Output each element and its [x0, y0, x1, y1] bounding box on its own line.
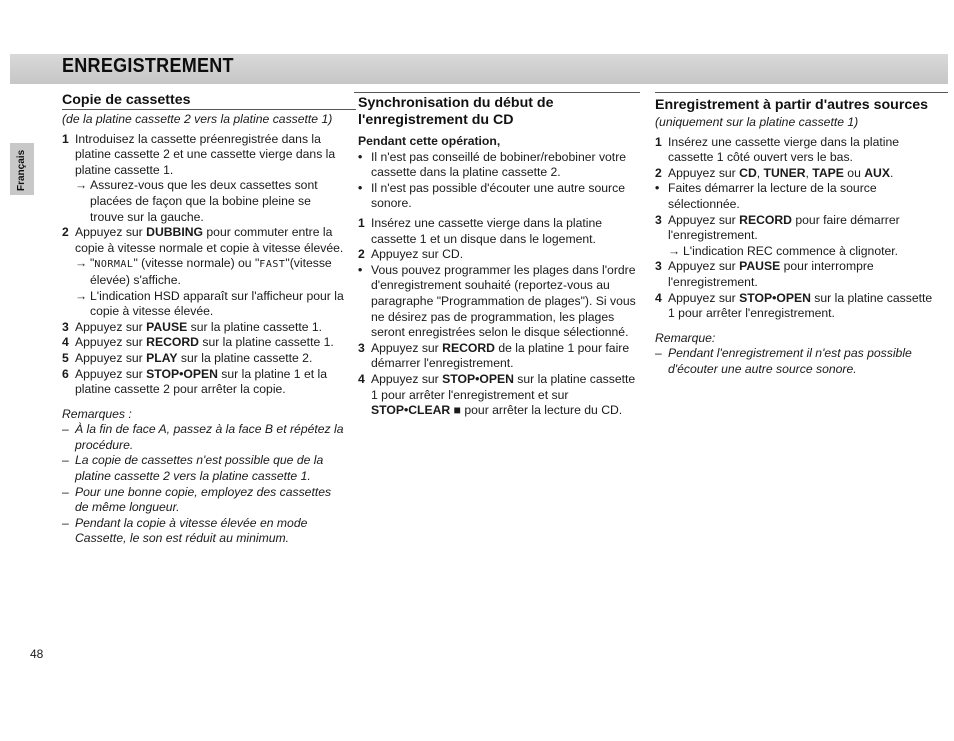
button-name-pause: PAUSE — [739, 259, 781, 274]
bullet-text: Il n'est pas conseillé de bobiner/rebobiner votre cassette dans la platine cassette 2. — [371, 149, 627, 180]
step-text: Appuyez sur — [371, 340, 443, 355]
remark — [62, 485, 344, 516]
dash-icon: – — [655, 346, 662, 361]
arrow-icon: → — [75, 178, 88, 193]
button-name-stop-open: STOP•OPEN — [146, 366, 218, 381]
step-number: 4 — [655, 290, 662, 305]
step-text: Appuyez sur — [75, 335, 147, 350]
button-name-tape: TAPE — [812, 165, 844, 180]
section-title-copie: Copie de cassettes — [62, 92, 191, 108]
step-number: 3 — [358, 340, 365, 355]
step-text: Insérez une cassette vierge dans la platine cassette 1 et un disque dans le logement. — [371, 215, 603, 246]
step-4 — [62, 335, 344, 351]
step-result — [62, 289, 344, 320]
step-text: Appuyez sur — [668, 290, 740, 305]
step-result — [655, 244, 940, 260]
bullet-item — [358, 150, 640, 181]
dash-icon: – — [62, 484, 69, 499]
step-number: 3 — [655, 259, 662, 274]
step-number: 2 — [62, 225, 69, 240]
step-text: , — [756, 165, 764, 180]
button-name-stop-open: STOP•OPEN — [442, 371, 514, 386]
step-number: 1 — [358, 215, 365, 230]
remark — [62, 516, 344, 547]
step-number: 2 — [655, 165, 662, 180]
step-number: 2 — [358, 247, 365, 262]
step-text: Appuyez sur — [668, 165, 740, 180]
step-number: 6 — [62, 366, 69, 381]
dash-icon: – — [62, 515, 69, 530]
step-number: 4 — [62, 335, 69, 350]
step-text: sur la platine cassette 1 pour arrêter l'enregistrement et sur — [371, 371, 636, 402]
step-text: Appuyez sur — [75, 350, 147, 365]
remark — [655, 346, 940, 377]
remarks-title: Remarques : — [62, 406, 132, 421]
step-text: sur la platine 1 et la platine cassette 2 pour arrêter la copie. — [75, 366, 327, 397]
button-name-stop-open: STOP•OPEN — [739, 290, 811, 305]
section-rule — [354, 92, 640, 93]
step-5 — [655, 291, 940, 322]
bullet-item — [358, 263, 640, 341]
step-1 — [358, 216, 640, 247]
arrow-icon: → — [668, 243, 681, 258]
remark — [62, 453, 344, 484]
button-name-aux: AUX — [864, 165, 890, 180]
step-text: Introduisez la cassette préenregistrée dans la platine cassette 2 et une cassette vierge dans la platine cassette 1. — [75, 131, 336, 177]
page-title: ENREGISTREMENT — [62, 55, 234, 77]
bullet-icon: • — [358, 149, 363, 164]
step-number: 1 — [62, 131, 69, 146]
step-text: pour arrêter la lecture du CD. — [460, 403, 623, 418]
bullet-text: Il n'est pas possible d'écouter une autre source sonore. — [371, 180, 625, 211]
step-number: 3 — [62, 319, 69, 334]
button-name-record: RECORD — [146, 335, 199, 350]
step-result-text: " (vitesse normale) ou " — [133, 256, 260, 271]
arrow-icon: → — [75, 288, 88, 303]
step-text: . — [889, 165, 894, 180]
step-text: de la platine 1 pour faire démarrer l'enregistrement. — [371, 340, 630, 371]
step-5 — [62, 351, 344, 367]
section-subtitle: (uniquement sur la platine cassette 1) — [655, 115, 859, 129]
button-name-stop-clear: STOP•CLEAR ■ — [371, 403, 461, 418]
section-rule — [62, 109, 356, 110]
button-name-pause: PAUSE — [146, 319, 188, 334]
step-result-text: "(vitesse élevée) s'affiche. — [90, 256, 332, 287]
button-name-play: PLAY — [146, 350, 178, 365]
step-text: ou — [843, 165, 865, 180]
arrow-icon: → — [75, 256, 88, 271]
display-text-normal: NORMAL — [94, 259, 134, 271]
remark-text: Pendant la copie à vitesse élevée en mode Cassette, le son est réduit au minimum. — [75, 515, 308, 546]
step-2 — [62, 225, 344, 256]
page-number: 48 — [30, 647, 44, 661]
remark — [62, 422, 344, 453]
step-text: pour interrompre l'enregistrement. — [668, 259, 874, 289]
step-3 — [62, 320, 344, 336]
button-name-cd: CD — [739, 165, 757, 180]
button-name-record: RECORD — [739, 212, 792, 227]
section-rule — [655, 92, 948, 93]
step-1 — [62, 132, 344, 179]
step-text: Insérez une cassette vierge dans la platine cassette 1 côté ouvert vers le bas. — [668, 134, 900, 165]
step-text: , — [805, 165, 813, 180]
step-3 — [655, 213, 940, 244]
step-text: sur la platine cassette 1. — [187, 319, 323, 334]
step-text: pour faire démarrer l'enregistrement. — [668, 212, 900, 243]
step-text: pour commuter entre la copie à vitesse normale et copie à vitesse élevée. — [75, 225, 344, 255]
remark-text: La copie de cassettes n'est possible que de la platine cassette 2 vers la platine cassette 1. — [75, 453, 324, 484]
operation-lead: Pendant cette opération, — [358, 134, 501, 148]
step-1 — [655, 135, 940, 166]
bullet-item — [358, 181, 640, 212]
bullet-icon: • — [358, 262, 363, 277]
display-text-fast: FAST — [259, 259, 286, 271]
language-tab — [10, 143, 34, 195]
step-text: sur la platine cassette 1. — [198, 335, 334, 350]
step-number: 3 — [655, 212, 662, 227]
step-result — [62, 256, 344, 288]
step-4 — [358, 372, 640, 419]
remarks-title: Remarque: — [655, 330, 716, 345]
bullet-text: Vous pouvez programmer les plages dans l'ordre d'enregistrement souhaité (reportez-vous au paragraphe "Programmation de plages"). Si vous ne désirez pas de programmation, les plages seront enregistrées selon le disque sélectionné. — [371, 262, 636, 340]
section-title-synchronisation: Synchronisation du début de l'enregistrement du CD — [358, 95, 554, 128]
section-subtitle: (de la platine cassette 2 vers la platine cassette 1) — [62, 112, 333, 126]
step-4 — [655, 259, 940, 290]
section-title-autres-sources: Enregistrement à partir d'autres sources — [655, 97, 929, 113]
step-text: sur la platine cassette 2. — [177, 350, 313, 365]
step-result-text: Assurez-vous que les deux cassettes sont placées de façon que la bobine pleine se trouve sur la gauche. — [90, 178, 318, 224]
button-name-dubbing: DUBBING — [146, 225, 204, 240]
step-number: 5 — [62, 350, 69, 365]
column-copie-de-cassettes — [62, 92, 344, 547]
step-text: Appuyez sur — [75, 319, 147, 334]
dash-icon: – — [62, 422, 69, 437]
bullet-icon: • — [358, 180, 363, 195]
step-2 — [655, 166, 940, 182]
bullet-item — [655, 181, 940, 212]
step-text: Appuyez sur — [668, 212, 740, 227]
column-synchronisation — [358, 92, 640, 419]
step-3 — [358, 341, 640, 372]
remark-text: À la fin de face A, passez à la face B et répétez la procédure. — [75, 422, 344, 452]
quote-mark: " — [90, 256, 95, 271]
remark-text: Pour une bonne copie, employez des cassettes de même longueur. — [75, 484, 332, 515]
step-6 — [62, 367, 344, 398]
step-result-text: L'indication REC commence à clignoter. — [683, 243, 899, 258]
dash-icon: – — [62, 453, 69, 468]
step-number: 1 — [655, 134, 662, 149]
step-text: sur la platine cassette 1 pour arrêter l'enregistrement. — [668, 290, 933, 321]
language-tab-label: Français — [16, 149, 27, 191]
step-number: 4 — [358, 371, 365, 386]
remark-text: Pendant l'enregistrement il n'est pas possible d'écouter une autre source sonore. — [668, 346, 912, 376]
step-text: Appuyez sur — [668, 259, 740, 274]
step-result — [62, 178, 344, 225]
step-text: Appuyez sur — [371, 371, 443, 386]
column-autres-sources — [655, 92, 940, 378]
step-result-text: L'indication HSD apparaît sur l'afficheur pour la copie à vitesse élevée. — [90, 288, 344, 319]
step-text: Appuyez sur — [75, 225, 147, 240]
button-name-record: RECORD — [442, 340, 495, 355]
bullet-icon: • — [655, 181, 660, 196]
step-text: Appuyez sur — [75, 366, 147, 381]
button-name-tuner: TUNER — [763, 165, 806, 180]
step-2 — [358, 247, 640, 263]
bullet-text: Faites démarrer la lecture de la source sélectionnée. — [668, 181, 877, 211]
step-text: Appuyez sur CD. — [371, 247, 464, 262]
